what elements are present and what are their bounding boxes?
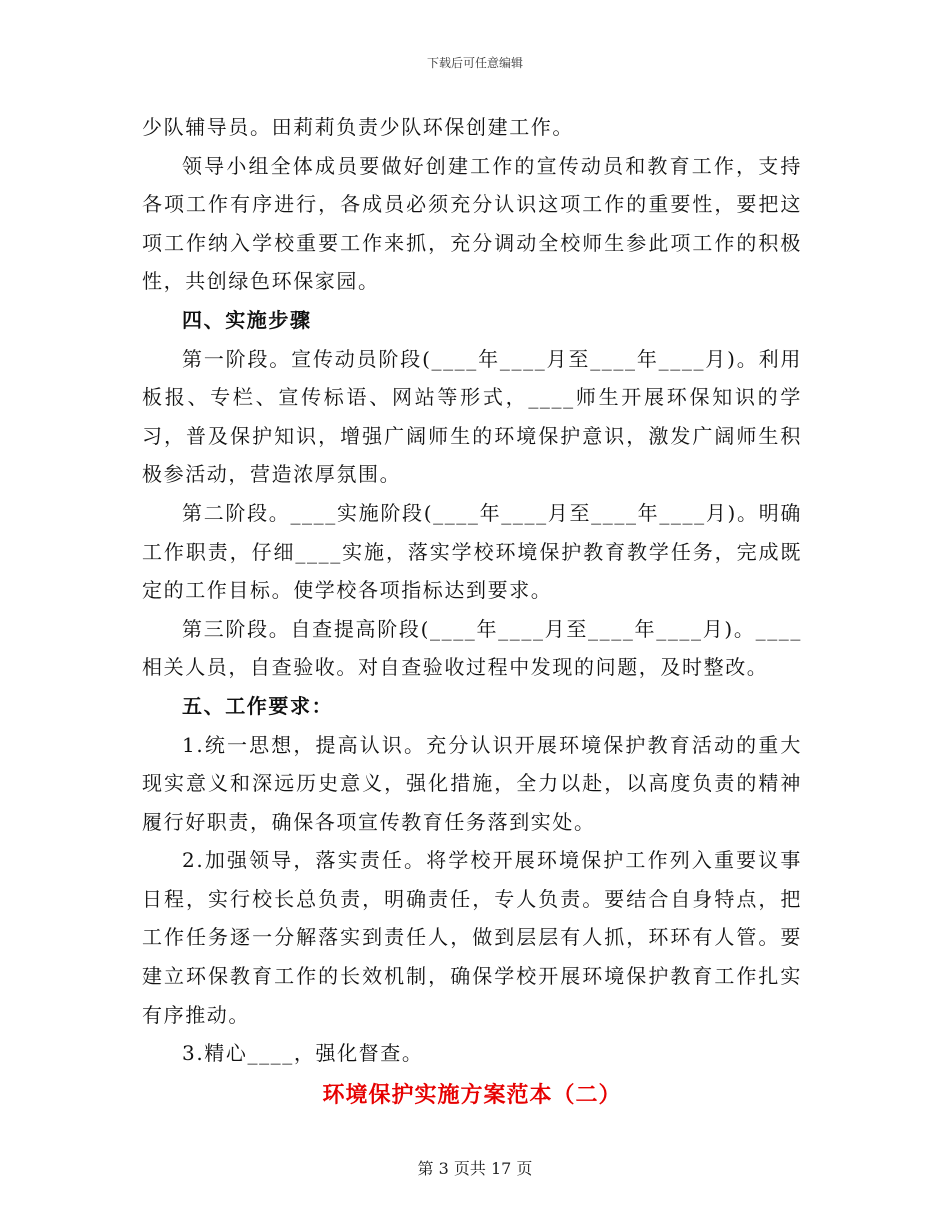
- body-paragraph: 3.精心____，强化督查。: [182, 1041, 424, 1066]
- page-header-note: 下载后可任意编辑: [426, 56, 523, 70]
- body-paragraph: 第一阶段。宣传动员阶段(____年____月至____年____月)。利用板报、专栏、宣传标语、网站等形式，____师生开展环保知识的学习，普及保护知识，增强广阔师生的环境保护意识，激发广阔师生积极参活动，营造浓厚氛围。: [142, 346, 802, 487]
- page-footer-number: 第 3 页共 17 页: [417, 1159, 533, 1178]
- next-document-title: 环境保护实施方案范本（二）: [322, 1081, 622, 1108]
- body-paragraph: 第三阶段。自查提高阶段(____年____月至____年____月)。____相关人员，自查验收。对自查验收过程中发现的问题，及时整改。: [142, 616, 802, 680]
- body-paragraph: 少队辅导员。田莉莉负责少队环保创建工作。: [142, 115, 574, 139]
- document-body: [142, 108, 802, 1117]
- body-paragraph: 领导小组全体成员要做好创建工作的宣传动员和教育工作，支持各项工作有序进行，各成员必须充分认识这项工作的重要性，要把这项工作纳入学校重要工作来抓，充分调动全校师生参此项工作的积极性，共创绿色环保家园。: [142, 153, 802, 294]
- body-paragraph: 第二阶段。____实施阶段(____年____月至____年____月)。明确工作职责，仔细____实施，落实学校环境保护教育教学任务，完成既定的工作目标。使学校各项指标达到要求。: [142, 500, 802, 603]
- body-paragraph: 1.统一思想，提高认识。充分认识开展环境保护教育活动的重大现实意义和深远历史意义，强化措施，全力以赴，以高度负责的精神履行好职责，确保各项宣传教育任务落到实处。: [142, 732, 802, 834]
- body-paragraph: 2.加强领导，落实责任。将学校开展环境保护工作列入重要议事日程，实行校长总负责，明确责任，专人负责。要结合自身特点，把工作任务逐一分解落实到责任人，做到层层有人抓，环环有人管。要建立环保教育工作的长效机制，确保学校开展环境保护教育工作扎实有序推动。: [142, 848, 802, 1027]
- section-heading-requirements: 五、工作要求：: [182, 693, 334, 718]
- section-heading-steps: 四、实施步骤: [182, 307, 312, 332]
